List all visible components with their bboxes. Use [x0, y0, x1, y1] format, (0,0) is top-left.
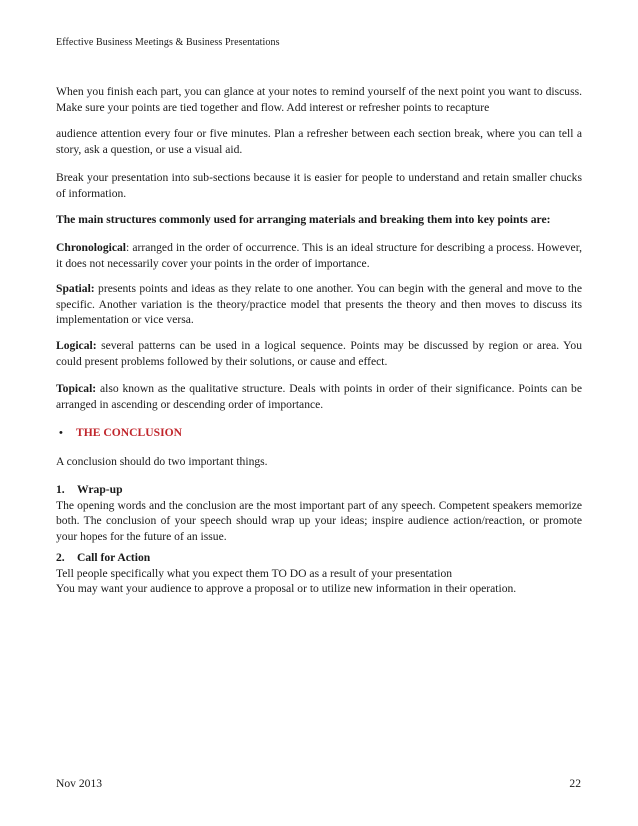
structure-description: arranged in the order of occurrence. This is an ideal structure for describing a process. However, it does not necessarily cover your points in the order of importance. — [56, 241, 582, 270]
structure-separator: : — [126, 241, 130, 254]
conclusion-item-wrap-up — [56, 482, 582, 544]
item-text: The opening words and the conclusion are the most important part of any speech. Competent speakers memorize both. The conclusion of your speech should wrap up your ideas; inspire audience action/reaction, or promote your hopes for the future of an issue. — [56, 498, 582, 543]
structure-chronological — [56, 240, 582, 271]
bullet-icon: • — [59, 427, 63, 439]
item-title: Wrap-up — [77, 483, 123, 496]
item-text: Tell people specifically what you expect them TO DO as a result of your presentation — [56, 566, 453, 580]
conclusion-heading — [59, 425, 182, 442]
structure-description: several patterns can be used in a logical sequence. Points may be discussed by region or area. You could present problems followed by their solutions, or cause and effect. — [56, 339, 582, 368]
running-header: Effective Business Meetings & Business Presentations — [56, 37, 280, 48]
item-title: Call for Action — [77, 551, 151, 564]
conclusion-intro — [56, 454, 582, 470]
structure-logical — [56, 338, 582, 369]
paragraph-refresher — [56, 126, 582, 157]
structure-term: Topical: — [56, 382, 97, 395]
item-number: 1. — [56, 483, 65, 496]
structure-topical — [56, 381, 582, 412]
item-text: You may want your audience to approve a proposal or to utilize new information in their operation. — [56, 582, 517, 595]
structures-intro — [56, 212, 582, 228]
footer-date: Nov 2013 — [56, 777, 103, 790]
structure-term: Logical: — [56, 339, 97, 352]
paragraph-subsections — [56, 170, 582, 201]
item-number: 2. — [56, 551, 65, 564]
structure-description: also known as the qualitative structure. Deals with points in order of their significance. Points can be arranged in ascending or descending order of importance. — [56, 382, 582, 411]
paragraph-text: Break your presentation into sub-sections because it is easier for people to understand and retain smaller chucks of information. — [56, 171, 582, 200]
paragraph-text: audience attention every four or five minutes. Plan a refresher between each section break, where you can tell a story, ask a question, or use a visual aid. — [56, 127, 582, 156]
structure-spatial — [56, 281, 582, 328]
paragraph-notes — [56, 84, 582, 115]
conclusion-item-call-for-action — [56, 550, 582, 597]
paragraph-text: The main structures commonly used for arranging materials and breaking them into key points are: — [56, 213, 551, 226]
structure-description: presents points and ideas as they relate to one another. You can begin with the general and move to the specific. Another variation is the theory/practice model that presents the theory and then moves to discuss its implementation or vice versa. — [56, 282, 582, 326]
paragraph-text: When you finish each part, you can glance at your notes to remind yourself of the next point you want to discuss. Make sure your points are tied together and flow. Add interest or refresher points to recapture — [56, 85, 582, 114]
structure-term: Chronological — [56, 241, 126, 254]
page-number: 22 — [569, 777, 581, 790]
conclusion-heading-text: THE CONCLUSION — [76, 426, 182, 439]
structure-term: Spatial: — [56, 282, 95, 295]
paragraph-text: A conclusion should do two important things. — [56, 455, 268, 468]
